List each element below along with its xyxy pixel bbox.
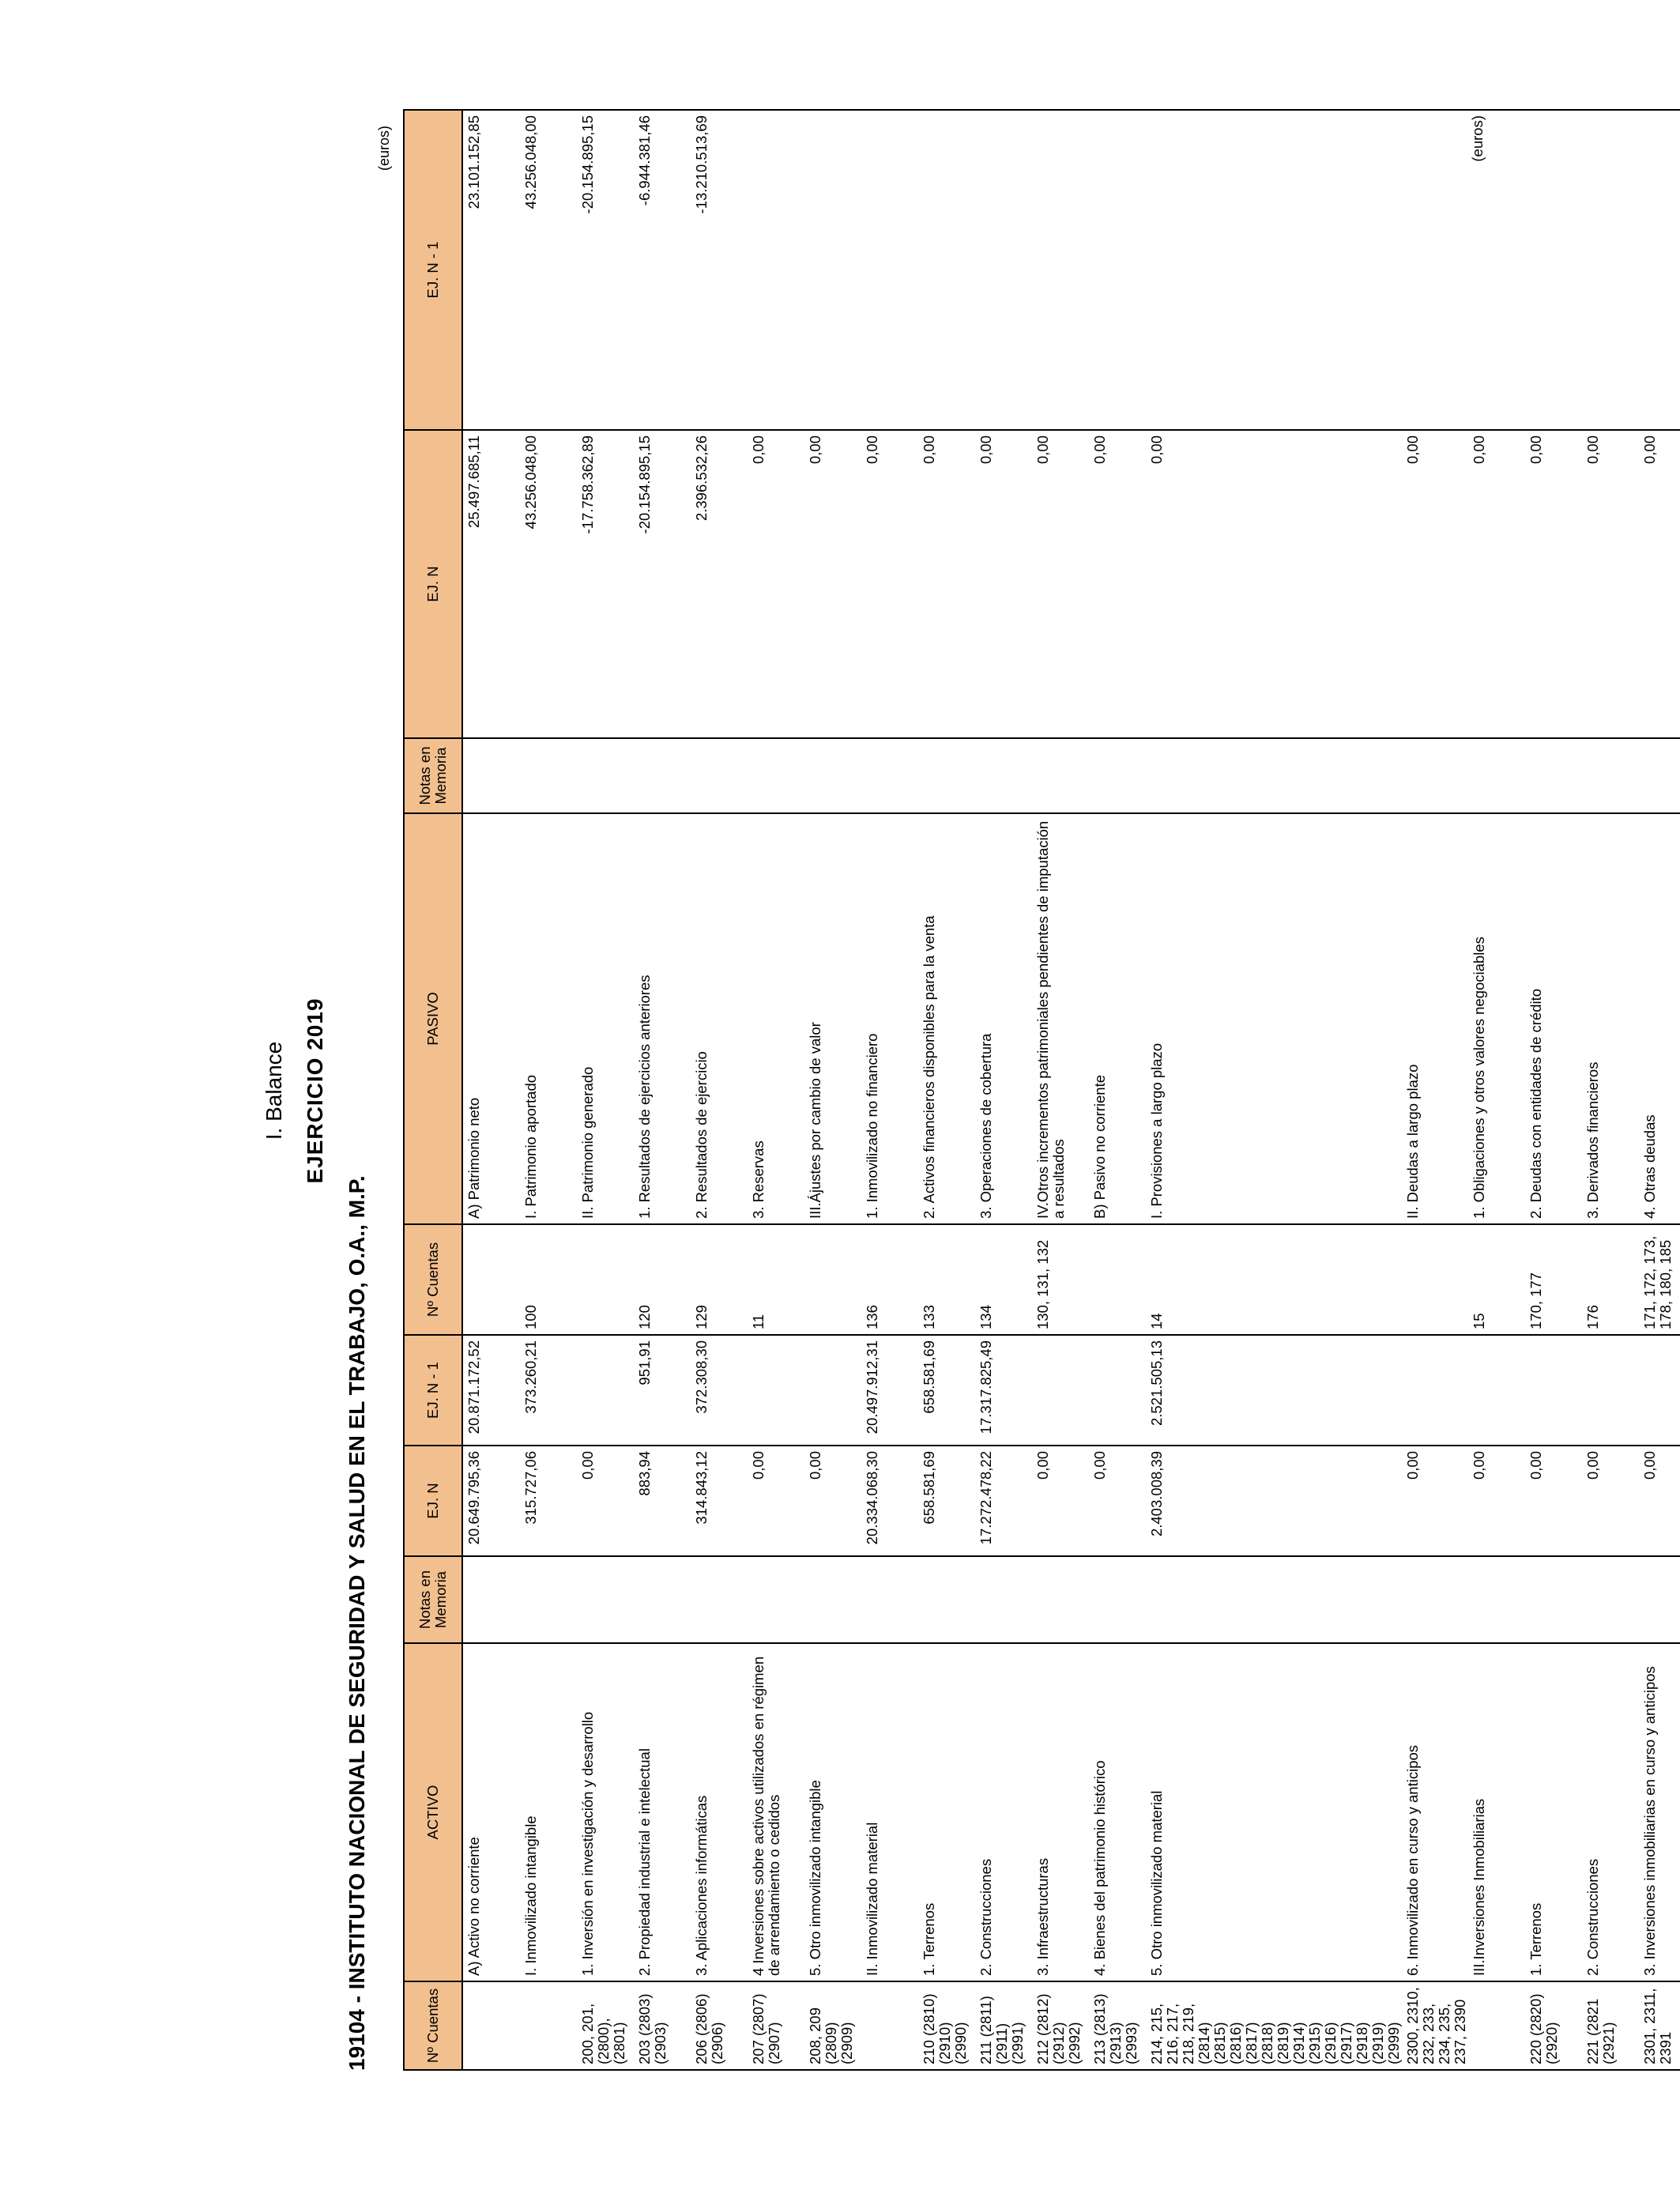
- ejn-pasivo-cell: 43.256.048,00: [520, 430, 577, 738]
- activo-label-cell: 1. Inversión en investigación y desarrollo: [577, 1643, 634, 1981]
- ejn-pasivo-cell: 0,00: [861, 430, 918, 738]
- notas-activo-cell: [634, 1556, 691, 1643]
- cuentas-pasivo-cell: 15: [1468, 1224, 1525, 1335]
- pasivo-label-cell: 1. Obligaciones y otros valores negociables: [1468, 813, 1525, 1224]
- activo-label-cell: 3. Aplicaciones informáticas: [691, 1643, 748, 1981]
- cuentas-pasivo-cell: [462, 1224, 520, 1335]
- ejn1-pasivo-cell: -6.944.381,46: [634, 110, 691, 430]
- cuentas-pasivo-cell: 133: [918, 1224, 975, 1335]
- ejn-activo-cell: 315.727,06: [520, 1446, 577, 1556]
- ejn-pasivo-cell: -20.154.895,15: [634, 430, 691, 738]
- notas-pasivo-cell: [1468, 738, 1525, 813]
- table-row: [804, 110, 861, 2070]
- ejn1-pasivo-cell: 23.101.152,85: [462, 110, 520, 430]
- table-row: [1089, 110, 1146, 2070]
- ejn1-pasivo-cell: [1639, 110, 1680, 430]
- pasivo-label-cell: 4. Otras deudas: [1639, 813, 1680, 1224]
- cuentas-pasivo-cell: 136: [861, 1224, 918, 1335]
- activo-label-cell: 5. Otro inmovilizado material: [1146, 1643, 1402, 1981]
- col-ejn-activo: EJ. N: [404, 1446, 462, 1556]
- col-activo: ACTIVO: [404, 1643, 462, 1981]
- notas-activo-cell: [748, 1556, 804, 1643]
- ejn-pasivo-cell: 0,00: [1032, 430, 1089, 738]
- ejn1-activo-cell: [1468, 1335, 1525, 1446]
- pasivo-label-cell: III.Ájustes por cambio de valor: [804, 813, 861, 1224]
- ejn1-pasivo-cell: [1146, 110, 1402, 430]
- ejn1-activo-cell: [748, 1335, 804, 1446]
- cuentas-pasivo-cell: 130, 131, 132: [1032, 1224, 1089, 1335]
- table-row: [1525, 110, 1582, 2070]
- cuentas-activo-cell: 2301, 2311, 2391: [1639, 1981, 1680, 2070]
- pasivo-label-cell: I. Patrimonio aportado: [520, 813, 577, 1224]
- cuentas-pasivo-cell: [1402, 1224, 1468, 1335]
- ejn-activo-cell: 0,00: [1032, 1446, 1089, 1556]
- section-title: I. Balance: [262, 1041, 286, 1140]
- col-pasivo: PASIVO: [404, 813, 462, 1224]
- ejn1-activo-cell: 372.308,30: [691, 1335, 748, 1446]
- cuentas-pasivo-cell: 129: [691, 1224, 748, 1335]
- ejn-pasivo-cell: 0,00: [1525, 430, 1582, 738]
- pasivo-label-cell: IV.Otros incrementos patrimoniales pendientes de imputación a resultados: [1032, 813, 1089, 1224]
- rotated-page: [261, 111, 1674, 2071]
- notas-activo-cell: [918, 1556, 975, 1643]
- ejn1-pasivo-cell: [1468, 110, 1525, 430]
- notas-activo-cell: [520, 1556, 577, 1643]
- ejn1-pasivo-cell: [975, 110, 1032, 430]
- pasivo-label-cell: 3. Derivados financieros: [1582, 813, 1639, 1224]
- pasivo-label-cell: II. Patrimonio generado: [577, 813, 634, 1224]
- cuentas-pasivo-cell: 100: [520, 1224, 577, 1335]
- cuentas-pasivo-cell: 120: [634, 1224, 691, 1335]
- ejn-activo-cell: 20.649.795,36: [462, 1446, 520, 1556]
- notas-pasivo-cell: [861, 738, 918, 813]
- ejn1-pasivo-cell: [1402, 110, 1468, 430]
- ejn1-activo-cell: 20.871.172,52: [462, 1335, 520, 1446]
- ejn-activo-cell: 658.581,69: [918, 1446, 975, 1556]
- notas-activo-cell: [861, 1556, 918, 1643]
- notas-activo-cell: [1402, 1556, 1468, 1643]
- notas-pasivo-cell: [1582, 738, 1639, 813]
- table-row: [748, 110, 804, 2070]
- notas-activo-cell: [1089, 1556, 1146, 1643]
- ejn-activo-cell: 0,00: [1468, 1446, 1525, 1556]
- col-cuentas-pasivo: Nº Cuentas: [404, 1224, 462, 1335]
- ejn1-pasivo-cell: -13.210.513,69: [691, 110, 748, 430]
- notas-activo-cell: [975, 1556, 1032, 1643]
- ejn1-activo-cell: 20.497.912,31: [861, 1335, 918, 1446]
- notas-pasivo-cell: [975, 738, 1032, 813]
- notas-pasivo-cell: [1089, 738, 1146, 813]
- cuentas-pasivo-cell: 171, 172, 173, 178, 180, 185: [1639, 1224, 1680, 1335]
- notas-activo-cell: [1525, 1556, 1582, 1643]
- activo-label-cell: 5. Otro inmovilizado intangible: [804, 1643, 861, 1981]
- table-row: [1639, 110, 1680, 2070]
- notas-activo-cell: [1032, 1556, 1089, 1643]
- ejn-activo-cell: 0,00: [1525, 1446, 1582, 1556]
- currency-label-top: (euros): [376, 125, 392, 171]
- table-row: [1402, 110, 1468, 2070]
- cuentas-activo-cell: 203 (2803) (2903): [634, 1981, 691, 2070]
- ejn1-activo-cell: [1582, 1335, 1639, 1446]
- col-ejn-pasivo: EJ. N: [404, 430, 462, 738]
- currency-label-mid: (euros): [1469, 115, 1486, 162]
- balance-table: [403, 109, 1680, 2071]
- ejn1-activo-cell: 658.581,69: [918, 1335, 975, 1446]
- cuentas-activo-cell: 210 (2810) (2910) (2990): [918, 1981, 975, 2070]
- notas-activo-cell: [1639, 1556, 1680, 1643]
- table-row: [577, 110, 634, 2070]
- ejn-pasivo-cell: 0,00: [1089, 430, 1146, 738]
- pasivo-label-cell: 1. Inmovilizado no financiero: [861, 813, 918, 1224]
- ejn-activo-cell: 0,00: [1089, 1446, 1146, 1556]
- pasivo-label-cell: 2. Deudas con entidades de crédito: [1525, 813, 1582, 1224]
- notas-pasivo-cell: [1402, 738, 1468, 813]
- ejn-pasivo-cell: 2.396.532,26: [691, 430, 748, 738]
- ejn1-activo-cell: 17.317.825,49: [975, 1335, 1032, 1446]
- activo-label-cell: A) Activo no corriente: [462, 1643, 520, 1981]
- ejn-activo-cell: 314.843,12: [691, 1446, 748, 1556]
- ejn-activo-cell: 0,00: [1639, 1446, 1680, 1556]
- cuentas-activo-cell: 214, 215, 216, 217, 218, 219, (2814) (2815) (2816) (2817) (2818) (2819) (2914) (2915) (2916) (2917) (2918) (2919) (2999): [1146, 1981, 1402, 2070]
- ejn1-pasivo-cell: [748, 110, 804, 430]
- table-row: [520, 110, 577, 2070]
- pasivo-label-cell: B) Pasivo no corriente: [1089, 813, 1146, 1224]
- ejn-activo-cell: 0,00: [1402, 1446, 1468, 1556]
- notas-pasivo-cell: [804, 738, 861, 813]
- activo-label-cell: 3. Infraestructuras: [1032, 1643, 1089, 1981]
- ejn-activo-cell: 0,00: [748, 1446, 804, 1556]
- pasivo-label-cell: I. Provisiones a largo plazo: [1146, 813, 1402, 1224]
- col-ejn1-activo: EJ. N - 1: [404, 1335, 462, 1446]
- ejn1-pasivo-cell: [918, 110, 975, 430]
- activo-label-cell: 4 Inversiones sobre activos utilizados en régimen de arrendamiento o cedidos: [748, 1643, 804, 1981]
- col-ejn1-pasivo: EJ. N - 1: [404, 110, 462, 430]
- notas-activo-cell: [1468, 1556, 1525, 1643]
- ejn1-pasivo-cell: [861, 110, 918, 430]
- ejn-pasivo-cell: 0,00: [1146, 430, 1402, 738]
- activo-label-cell: III.Inversiones Inmobiliarias: [1468, 1643, 1525, 1981]
- cuentas-activo-cell: 212 (2812) (2912) (2992): [1032, 1981, 1089, 2070]
- cuentas-pasivo-cell: 14: [1146, 1224, 1402, 1335]
- table-row: [1582, 110, 1639, 2070]
- table-row: [462, 110, 520, 2070]
- notas-pasivo-cell: [577, 738, 634, 813]
- ejn-pasivo-cell: 0,00: [804, 430, 861, 738]
- cuentas-activo-cell: 220 (2820) (2920): [1525, 1981, 1582, 2070]
- cuentas-pasivo-cell: [804, 1224, 861, 1335]
- notas-activo-cell: [462, 1556, 520, 1643]
- ejn-pasivo-cell: 0,00: [1402, 430, 1468, 738]
- pasivo-label-cell: 3. Operaciones de cobertura: [975, 813, 1032, 1224]
- notas-pasivo-cell: [748, 738, 804, 813]
- cuentas-activo-cell: [462, 1981, 520, 2070]
- ejn1-activo-cell: 951,91: [634, 1335, 691, 1446]
- cuentas-activo-cell: [520, 1981, 577, 2070]
- notas-pasivo-cell: [1146, 738, 1402, 813]
- ejn1-pasivo-cell: 43.256.048,00: [520, 110, 577, 430]
- ejn1-activo-cell: 2.521.505,13: [1146, 1335, 1402, 1446]
- notas-pasivo-cell: [1032, 738, 1089, 813]
- notas-activo-cell: [691, 1556, 748, 1643]
- col-cuentas-activo: Nº Cuentas: [404, 1981, 462, 2070]
- ejn-pasivo-cell: 0,00: [1639, 430, 1680, 738]
- activo-label-cell: II. Inmovilizado material: [861, 1643, 918, 1981]
- cuentas-pasivo-cell: 11: [748, 1224, 804, 1335]
- activo-label-cell: 1. Terrenos: [918, 1643, 975, 1981]
- ejn1-activo-cell: [1402, 1335, 1468, 1446]
- ejn-activo-cell: 20.334.068,30: [861, 1446, 918, 1556]
- cuentas-activo-cell: 208, 209 (2809) (2909): [804, 1981, 861, 2070]
- notas-pasivo-cell: [634, 738, 691, 813]
- ejn1-activo-cell: [1639, 1335, 1680, 1446]
- ejn-activo-cell: 883,94: [634, 1446, 691, 1556]
- activo-label-cell: 2. Construcciones: [1582, 1643, 1639, 1981]
- ejn-pasivo-cell: -17.758.362,89: [577, 430, 634, 738]
- cuentas-pasivo-cell: 170, 177: [1525, 1224, 1582, 1335]
- notas-pasivo-cell: [691, 738, 748, 813]
- ejn-pasivo-cell: 0,00: [748, 430, 804, 738]
- ejn1-pasivo-cell: -20.154.895,15: [577, 110, 634, 430]
- table-row: [1468, 110, 1525, 2070]
- cuentas-activo-cell: 2300, 2310, 232, 233, 234, 235, 237, 2390: [1402, 1981, 1468, 2070]
- table-row: [1032, 110, 1089, 2070]
- cuentas-pasivo-cell: 176: [1582, 1224, 1639, 1335]
- ejn1-activo-cell: [1525, 1335, 1582, 1446]
- cuentas-activo-cell: 213 (2813) (2913) (2993): [1089, 1981, 1146, 2070]
- cuentas-activo-cell: [1468, 1981, 1525, 2070]
- table-row: [634, 110, 691, 2070]
- activo-label-cell: I. Inmovilizado intangible: [520, 1643, 577, 1981]
- pasivo-label-cell: II. Deudas a largo plazo: [1402, 813, 1468, 1224]
- cuentas-pasivo-cell: [577, 1224, 634, 1335]
- notas-pasivo-cell: [918, 738, 975, 813]
- cuentas-activo-cell: 207 (2807) (2907): [748, 1981, 804, 2070]
- ejn1-pasivo-cell: [1525, 110, 1582, 430]
- ejn1-activo-cell: [577, 1335, 634, 1446]
- pasivo-label-cell: 2. Activos financieros disponibles para la venta: [918, 813, 975, 1224]
- table-row: [861, 110, 918, 2070]
- col-notas-pasivo: Notas en Memoria: [404, 738, 462, 813]
- ejn1-activo-cell: [804, 1335, 861, 1446]
- cuentas-activo-cell: 206 (2806) (2906): [691, 1981, 748, 2070]
- table-row: [1146, 110, 1402, 2070]
- notas-activo-cell: [1146, 1556, 1402, 1643]
- activo-label-cell: 2. Construcciones: [975, 1643, 1032, 1981]
- table-header-row: [404, 110, 462, 2070]
- entity-title: 19104 - INSTITUTO NACIONAL DE SEGURIDAD Y SALUD EN EL TRABAJO, O.A., M.P.: [345, 1175, 369, 2071]
- cuentas-pasivo-cell: 134: [975, 1224, 1032, 1335]
- cuentas-activo-cell: 200, 201, (2800), (2801): [577, 1981, 634, 2070]
- notas-activo-cell: [804, 1556, 861, 1643]
- notas-pasivo-cell: [520, 738, 577, 813]
- ejn-activo-cell: 0,00: [804, 1446, 861, 1556]
- ejn-activo-cell: 2.403.008,39: [1146, 1446, 1402, 1556]
- ejn1-activo-cell: 373.260,21: [520, 1335, 577, 1446]
- ejn-pasivo-cell: 0,00: [1468, 430, 1525, 738]
- ejn-pasivo-cell: 0,00: [1582, 430, 1639, 738]
- table-row: [918, 110, 975, 2070]
- pasivo-label-cell: A) Patrimonio neto: [462, 813, 520, 1224]
- cuentas-activo-cell: [861, 1981, 918, 2070]
- notas-pasivo-cell: [462, 738, 520, 813]
- table-row: [691, 110, 748, 2070]
- activo-label-cell: 1. Terrenos: [1525, 1643, 1582, 1981]
- ejn1-activo-cell: [1089, 1335, 1146, 1446]
- ejn1-pasivo-cell: [1032, 110, 1089, 430]
- ejn-pasivo-cell: 0,00: [975, 430, 1032, 738]
- activo-label-cell: 6. Inmovilizado en curso y anticipos: [1402, 1643, 1468, 1981]
- ejn-pasivo-cell: 0,00: [918, 430, 975, 738]
- ejn1-pasivo-cell: [1089, 110, 1146, 430]
- activo-label-cell: 3. Inversiones inmobiliarias en curso y anticipos: [1639, 1643, 1680, 1981]
- cuentas-pasivo-cell: [1089, 1224, 1146, 1335]
- table-row: [975, 110, 1032, 2070]
- activo-label-cell: 4. Bienes del patrimonio histórico: [1089, 1643, 1146, 1981]
- ejn-pasivo-cell: 25.497.685,11: [462, 430, 520, 738]
- pasivo-label-cell: 1. Resultados de ejercicios anteriores: [634, 813, 691, 1224]
- ejn-activo-cell: 0,00: [1582, 1446, 1639, 1556]
- notas-pasivo-cell: [1525, 738, 1582, 813]
- ejn1-activo-cell: [1032, 1335, 1089, 1446]
- pasivo-label-cell: 3. Reservas: [748, 813, 804, 1224]
- ejn1-pasivo-cell: [1582, 110, 1639, 430]
- notas-activo-cell: [577, 1556, 634, 1643]
- ejn-activo-cell: 0,00: [577, 1446, 634, 1556]
- ejn-activo-cell: 17.272.478,22: [975, 1446, 1032, 1556]
- col-notas-activo: Notas en Memoria: [404, 1556, 462, 1643]
- notas-activo-cell: [1582, 1556, 1639, 1643]
- ejn1-pasivo-cell: [804, 110, 861, 430]
- cuentas-activo-cell: 221 (2821 (2921): [1582, 1981, 1639, 2070]
- exercise-title: EJERCICIO 2019: [303, 997, 327, 1184]
- notas-pasivo-cell: [1639, 738, 1680, 813]
- pasivo-label-cell: 2. Resultados de ejercicio: [691, 813, 748, 1224]
- activo-label-cell: 2. Propiedad industrial e intelectual: [634, 1643, 691, 1981]
- cuentas-activo-cell: 211 (2811) (2911) (2991): [975, 1981, 1032, 2070]
